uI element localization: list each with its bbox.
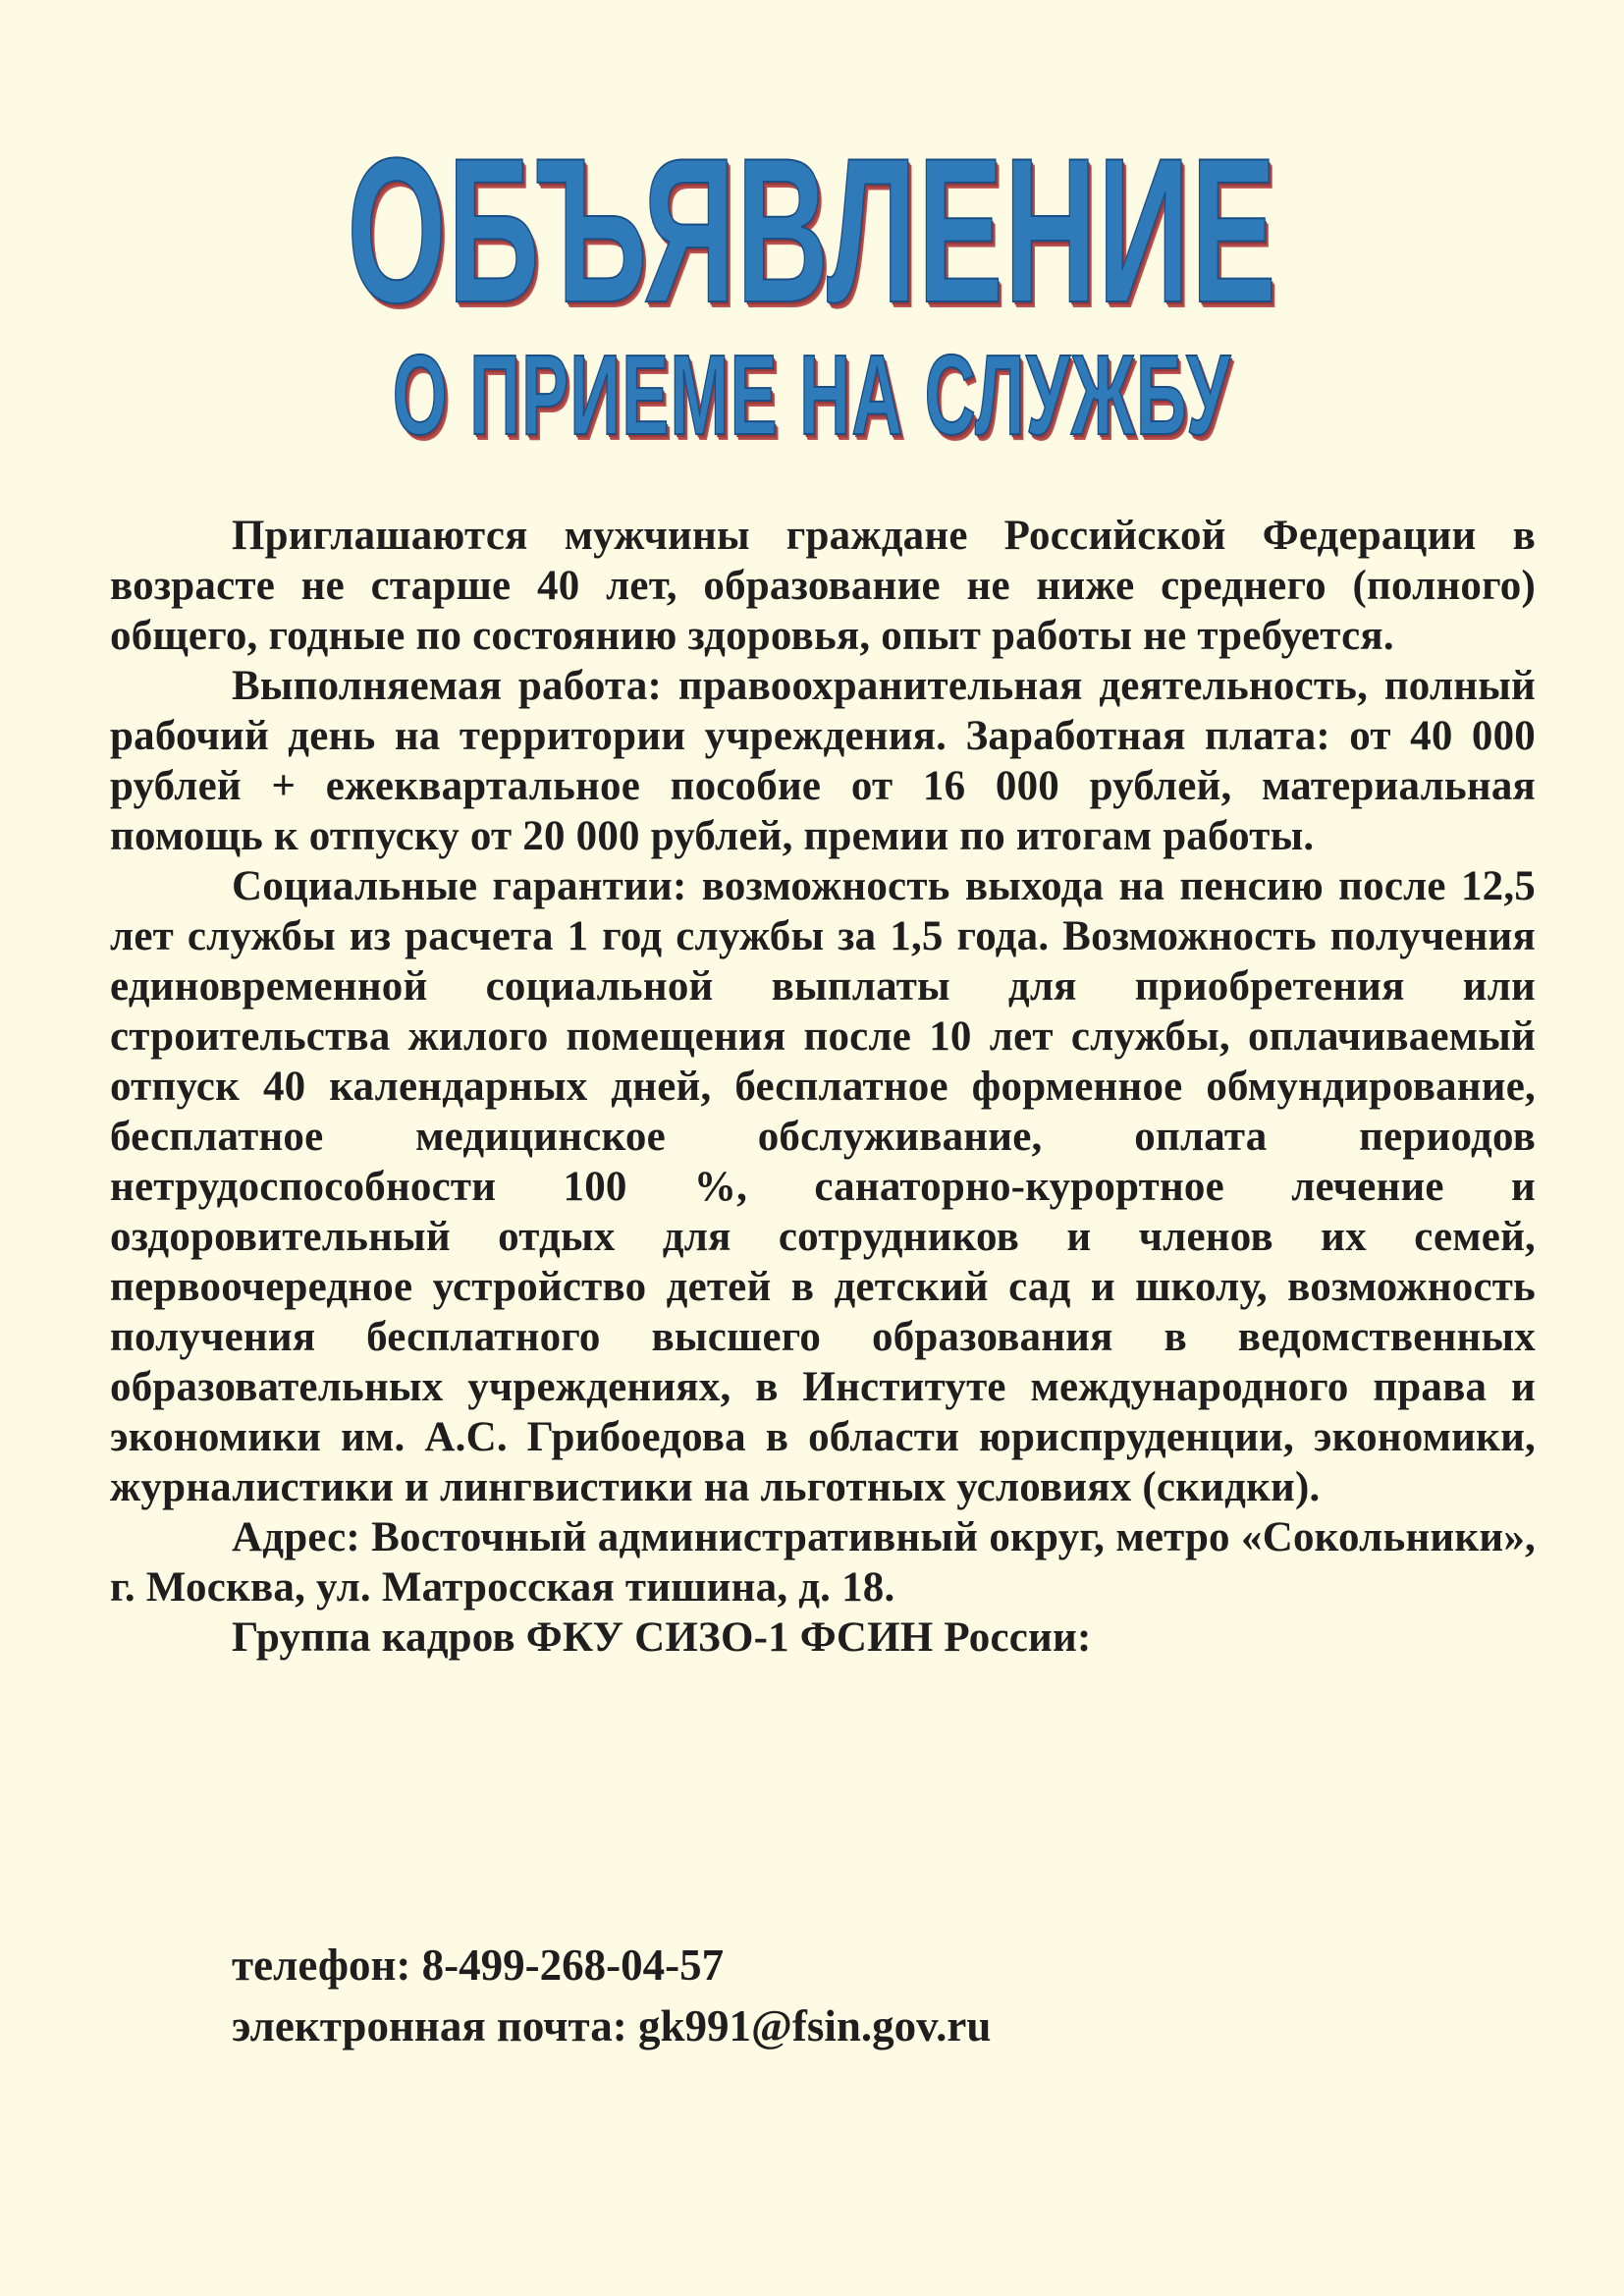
announcement-body [110,511,1536,1663]
phone-number: телефон: 8-499-268-04-57 [232,1941,725,1990]
contact-block [232,1935,991,2056]
paragraph-hr-group: Группа кадров ФКУ СИЗО-1 ФСИН России: [232,1614,1092,1661]
headline-subtitle: О ПРИЕМЕ НА СЛУЖБУ [392,331,1232,459]
headline-title: ОБЪЯВЛЕНИЕ [347,115,1277,346]
paragraph-social-guarantees: Социальные гарантии: возможность выхода на пенсию после 12,5 лет службы из расчета 1 год службы за 1,5 года. Возможность получения единовременной социальной выплаты для приобретения или строительства жилого помещения после 10 лет службы, оплачиваемый отпуск 40 календарных дней, бесплатное форменное обмундирование, бесплатное медицинское обслуживание, оплата периодов нетрудоспособности 100 %, санаторно-курортное лечение и оздоровительный отдых для сотрудников и членов их семей, первоочередное устройство детей в детский сад и школу, возможность получения бесплатного высшего образования в ведомственных образовательных учреждениях, в Институте международного права и экономики им. А.С. Грибоедова в области юриспруденции, экономики, журналистики и лингвистики на льготных условиях (скидки). [110,863,1536,1510]
email-address[interactable]: электронная почта: gk991@fsin.gov.ru [232,2001,992,2050]
paragraph-work-salary: Выполняемая работа: правоохранительная деятельность, полный рабочий день на территории учреждения. Заработная плата: от 40 000 рублей + ежеквартальное пособие от 16 000 рублей, материальная помощь к отпуску от 20 000 рублей, премии по итогам работы. [110,663,1536,859]
paragraph-address: Адрес: Восточный административный округ, метро «Сокольники», г. Москва, ул. Матросская тишина, д. 18. [110,1514,1536,1611]
title-block [0,115,1624,459]
paragraph-requirements: Приглашаются мужчины граждане Российской Федерации в возрасте не старше 40 лет, образование не ниже среднего (полного) общего, годные по состоянию здоровья, опыт работы не требуется. [110,513,1536,659]
